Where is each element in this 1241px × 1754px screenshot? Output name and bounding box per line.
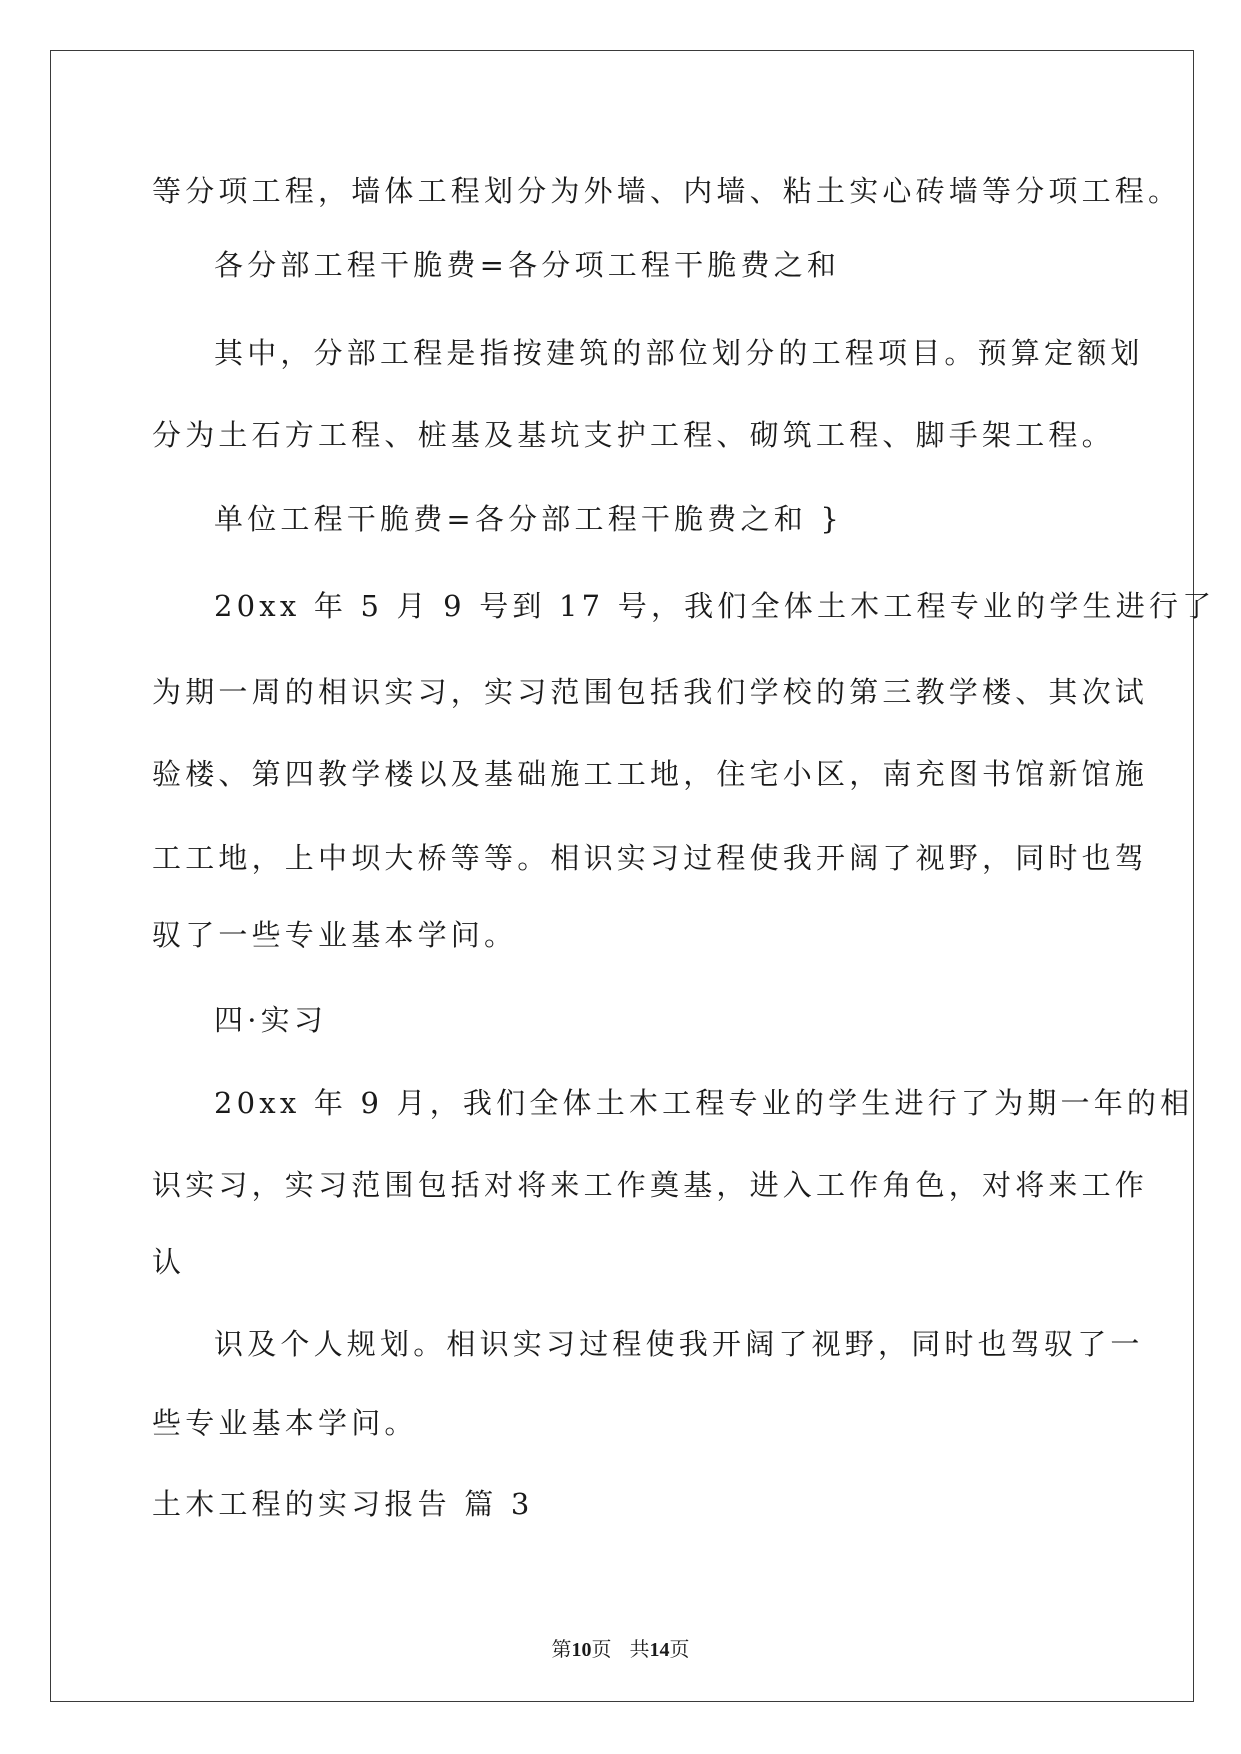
footer-page-current: 10: [571, 1639, 592, 1661]
body-line-14: 认: [152, 1245, 186, 1279]
formula-line-sub-sections: 各分部工程干脆费=各分项工程干脆费之和: [214, 248, 841, 282]
footer-total-suffix: 页: [669, 1639, 690, 1661]
body-line-10: 驭了一些专业基本学问。: [152, 918, 518, 952]
formula-line-unit: 单位工程干脆费=各分部工程干脆费之和 }: [214, 502, 843, 536]
footer-page-suffix: 页: [591, 1639, 612, 1661]
page-border: [50, 50, 1194, 1702]
footer-page-total: 14: [649, 1639, 670, 1661]
section-title-part-3: 土木工程的实习报告 篇 3: [152, 1487, 534, 1521]
page-footer: [0, 1638, 1241, 1662]
body-line-16: 些专业基本学问。: [152, 1406, 418, 1440]
body-line-9: 工工地，上中坝大桥等等。相识实习过程使我开阔了视野，同时也驾: [152, 841, 1149, 875]
body-line-8: 验楼、第四教学楼以及基础施工工地，住宅小区，南充图书馆新馆施: [152, 757, 1149, 791]
footer-total-prefix: 共: [629, 1639, 650, 1661]
body-line-7: 为期一周的相识实习，实习范围包括我们学校的第三教学楼、其次试: [152, 675, 1149, 709]
body-line-13: 识实习，实习范围包括对将来工作奠基，进入工作角色，对将来工作: [152, 1168, 1149, 1202]
footer-page-prefix: 第: [551, 1639, 572, 1661]
body-line-12: 20xx 年 9 月，我们全体土木工程专业的学生进行了为期一年的相: [214, 1086, 1194, 1120]
body-line-4: 分为土石方工程、桩基及基坑支护工程、砌筑工程、脚手架工程。: [152, 418, 1115, 452]
body-line-3: 其中，分部工程是指按建筑的部位划分的工程项目。预算定额划: [214, 336, 1144, 370]
body-line-15: 识及个人规划。相识实习过程使我开阔了视野，同时也驾驭了一: [214, 1327, 1144, 1361]
section-heading-internship: 四·实习: [214, 1003, 328, 1037]
body-line-1: 等分项工程，墙体工程划分为外墙、内墙、粘土实心砖墙等分项工程。: [152, 174, 1182, 208]
body-line-6: 20xx 年 5 月 9 号到 17 号，我们全体土木工程专业的学生进行了: [214, 589, 1216, 623]
